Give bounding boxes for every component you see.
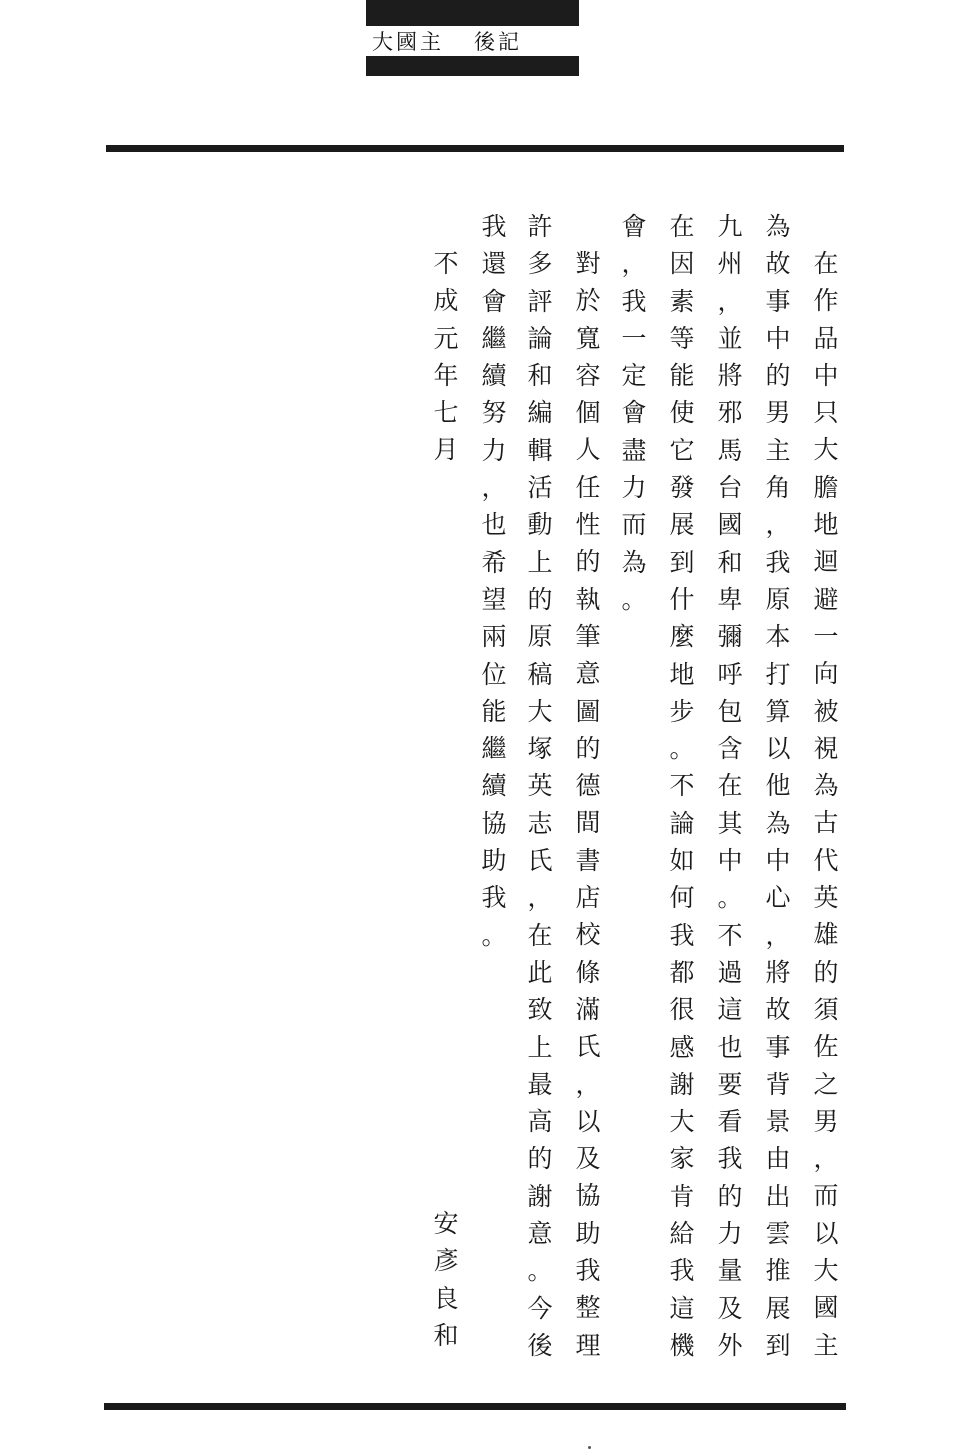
text-column-4: 在 因 素 等 能 使 它 發 展 到 什 麼 地 步 。 不 論 如 何 我 都 很 感 謝 大 家 肯 給 我 這 機 — [669, 212, 695, 1360]
top-rule — [106, 145, 844, 152]
text-column-3: 九 州 ， 並 將 邪 馬 台 國 和 卑 彌 呼 包 含 在 其 中 。 不 過 這 也 要 看 我 的 力 量 及 外 — [717, 212, 743, 1360]
text-column-7: 許 多 評 論 和 編 輯 活 動 上 的 原 稿 大 塚 英 志 氏 ， 在 此 致 上 最 高 的 謝 意 。 今 後 — [527, 212, 553, 1360]
running-header — [366, 26, 579, 56]
text-column-8: 我 還 會 繼 續 努 力 ， 也 希 望 兩 位 能 繼 續 協 助 我 。 — [481, 212, 507, 950]
bottom-rule — [104, 1403, 846, 1410]
text-column-1: 在 作 品 中 只 大 膽 地 迴 避 一 向 被 視 為 古 代 英 雄 的 須 佐 之 男 ， 而 以 大 國 主 — [813, 249, 839, 1360]
date-column: 不 成 元 年 七 月 — [433, 249, 459, 465]
text-column-5: 會 ， 我 一 定 會 盡 力 而 為 。 — [621, 212, 647, 614]
author-signature: 安 彥 良 和 — [433, 1209, 459, 1350]
section-title: 後記 — [474, 30, 522, 54]
text-column-6: 對 於 寬 容 個 人 任 性 的 執 筆 意 圖 的 德 間 書 店 校 條 滿 氏 ， 以 及 協 助 我 整 理 — [575, 249, 601, 1360]
series-title: 大國主 — [372, 30, 444, 54]
print-speck — [588, 1446, 591, 1449]
text-column-2: 為 故 事 中 的 男 主 角 ， 我 原 本 打 算 以 他 為 中 心 ， 將 故 事 背 景 由 出 雲 推 展 到 — [765, 212, 791, 1360]
